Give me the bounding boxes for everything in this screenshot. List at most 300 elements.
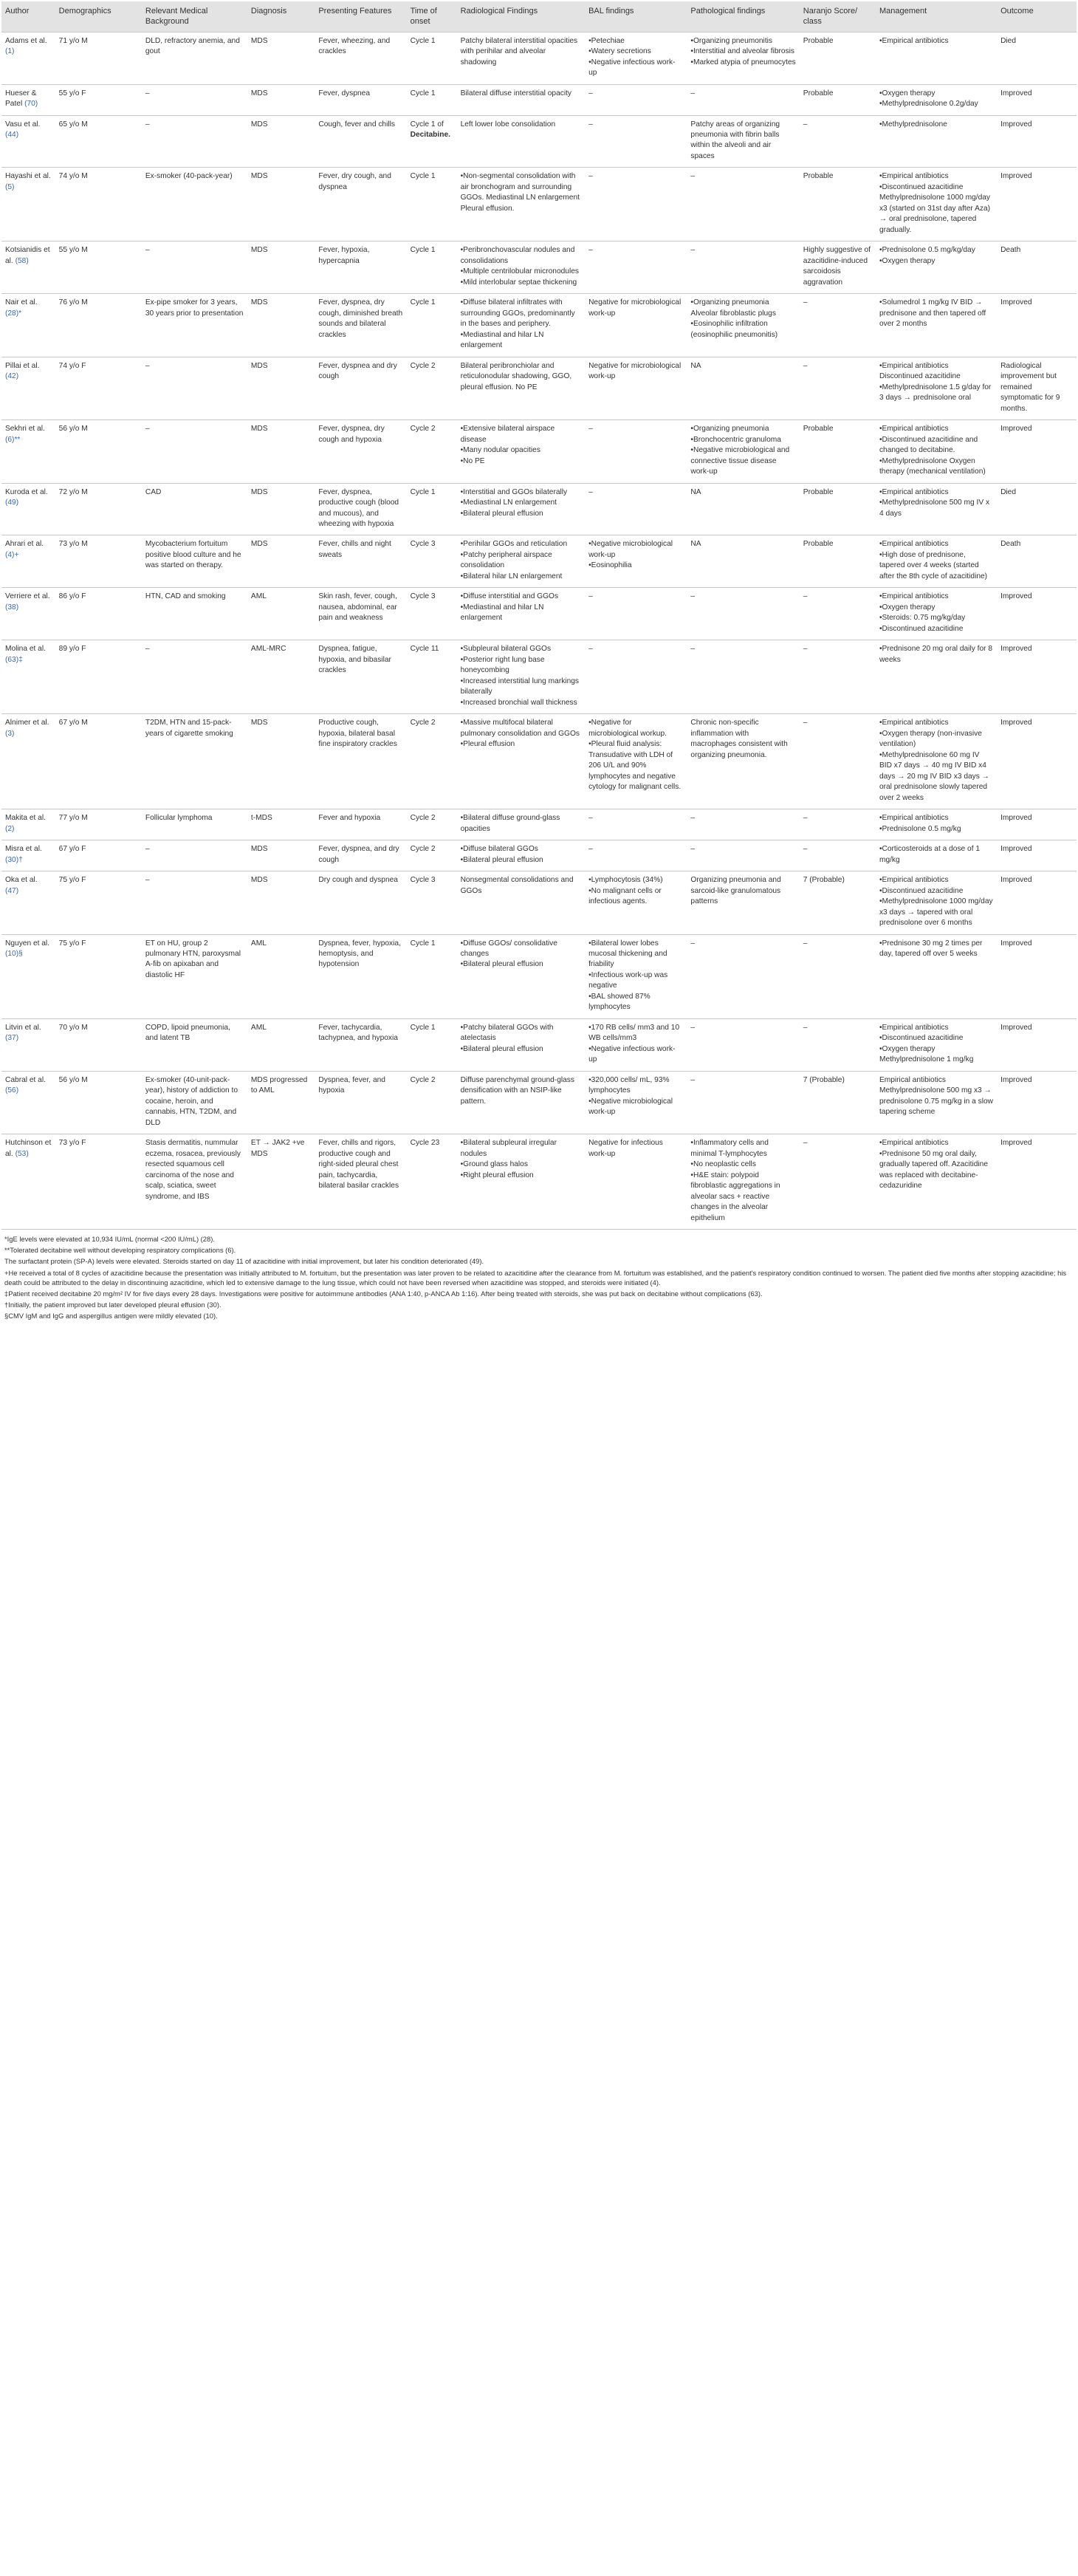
table-row xyxy=(1,809,1077,840)
radiological-cell: •Perihilar GGOs and reticulation •Patchy peripheral airspace consolidation •Bilateral hilar LN enlargement xyxy=(457,535,586,588)
features-cell: Fever, hypoxia, hypercapnia xyxy=(315,242,406,294)
onset-cell: Cycle 2 xyxy=(407,840,457,871)
header-radiological: Radiological Findings xyxy=(457,1,586,32)
bal-cell: •320,000 cells/ mL, 93% lymphocytes •Negative microbiological work-up xyxy=(585,1071,687,1134)
pathological-cell: – xyxy=(687,1018,799,1071)
case-table xyxy=(1,1,1077,1229)
naranjo-cell: Probable xyxy=(800,168,876,242)
outcome-cell: Improved xyxy=(997,809,1077,840)
author-cell xyxy=(1,294,55,357)
radiological-cell: Bilateral diffuse interstitial opacity xyxy=(457,84,586,115)
outcome-cell: Improved xyxy=(997,588,1077,640)
author-cell xyxy=(1,32,55,84)
features-cell: Fever, tachycardia, tachypnea, and hypoxia xyxy=(315,1018,406,1071)
author-cell xyxy=(1,242,55,294)
demographics-cell: 56 y/o M xyxy=(55,420,142,483)
reference-link[interactable]: (37) xyxy=(5,1034,19,1043)
pathological-cell: •Inflammatory cells and minimal T-lymphocytes •No neoplastic cells •H&E stain: polypoid fibroblastic aggregations in alveolar sacs + reactive changes in the alveolar epithelium xyxy=(687,1134,799,1229)
pathological-cell: •Organizing pneumonia Alveolar fibroblastic plugs •Eosinophilic infiltration (eosinophilic pneumonitis) xyxy=(687,294,799,357)
diagnosis-cell: MDS xyxy=(247,871,315,934)
background-cell: – xyxy=(142,84,247,115)
naranjo-cell: – xyxy=(800,1134,876,1229)
radiological-cell: •Diffuse bilateral infiltrates with surrounding GGOs, predominantly in the bases and periphery. •Mediastinal and hilar LN enlargement xyxy=(457,294,586,357)
author-name: Hayashi et al. xyxy=(5,172,51,181)
demographics-cell: 89 y/o F xyxy=(55,640,142,714)
background-cell: – xyxy=(142,640,247,714)
diagnosis-cell: t-MDS xyxy=(247,809,315,840)
radiological-cell: Left lower lobe consolidation xyxy=(457,115,586,168)
pathological-cell: – xyxy=(687,934,799,1018)
background-cell: T2DM, HTN and 15-pack-years of cigarette smoking xyxy=(142,714,247,809)
background-cell: ET on HU, group 2 pulmonary HTN, paroxysmal A-fib on apixaban and diastolic HF xyxy=(142,934,247,1018)
author-name: Ahrari et al. xyxy=(5,540,44,549)
reference-link[interactable]: (30)† xyxy=(5,855,23,864)
features-cell: Fever, chills and rigors, productive cough and right-sided pleural chest pain, tachycardia, bilateral basilar crackles xyxy=(315,1134,406,1229)
table-row xyxy=(1,168,1077,242)
pathological-cell: – xyxy=(687,84,799,115)
demographics-cell: 55 y/o F xyxy=(55,84,142,115)
onset-cell: Cycle 1 xyxy=(407,294,457,357)
author-name: Nair et al. xyxy=(5,298,38,307)
footnote: ‡Patient received decitabine 20 mg/m² IV for five days every 28 days. Investigations were positive for autoimmune antibodies (ANA 1:40, p-ANCA Ab 1:16). After being treated with steroids, she was put back on decitabine without complications (63). xyxy=(4,1289,763,1298)
radiological-cell: •Interstitial and GGOs bilaterally •Mediastinal LN enlargement •Bilateral pleural effusion xyxy=(457,483,586,535)
pathological-cell: – xyxy=(687,242,799,294)
background-cell: Follicular lymphoma xyxy=(142,809,247,840)
bal-cell: Negative for microbiological work-up xyxy=(585,357,687,419)
features-cell: Productive cough, hypoxia, bilateral basal fine inspiratory crackles xyxy=(315,714,406,809)
table-header-row xyxy=(1,1,1077,32)
table-row xyxy=(1,714,1077,809)
background-cell: HTN, CAD and smoking xyxy=(142,588,247,640)
management-cell: •Solumedrol 1 mg/kg IV BID → prednisone and then tapered off over 2 months xyxy=(876,294,997,357)
header-management: Management xyxy=(876,1,997,32)
author-name: Molina et al. xyxy=(5,645,46,654)
radiological-cell: •Bilateral diffuse ground-glass opacities xyxy=(457,809,586,840)
outcome-cell: Radiological improvement but remained symptomatic for 9 months. xyxy=(997,357,1077,419)
pathological-cell: – xyxy=(687,1071,799,1134)
onset-cell: Cycle 1 xyxy=(407,168,457,242)
outcome-cell: Died xyxy=(997,483,1077,535)
table-row xyxy=(1,1134,1077,1229)
onset-cell: Cycle 3 xyxy=(407,588,457,640)
background-cell: CAD xyxy=(142,483,247,535)
reference-link[interactable]: (28)* xyxy=(5,309,22,318)
management-cell: •Empirical antibiotics Discontinued azacitidine •Methylprednisolone 1.5 g/day for 3 days → prednisolone oral xyxy=(876,357,997,419)
demographics-cell: 75 y/o F xyxy=(55,871,142,934)
naranjo-cell: – xyxy=(800,357,876,419)
table-page xyxy=(1,1,1077,1320)
pathological-cell: NA xyxy=(687,483,799,535)
demographics-cell: 76 y/o M xyxy=(55,294,142,357)
radiological-cell: •Patchy bilateral GGOs with atelectasis •Bilateral pleural effusion xyxy=(457,1018,586,1071)
management-cell: •Methylprednisolone xyxy=(876,115,997,168)
bal-cell: – xyxy=(585,84,687,115)
management-cell: •Empirical antibiotics •Methylprednisolone 500 mg IV x 4 days xyxy=(876,483,997,535)
diagnosis-cell: MDS xyxy=(247,483,315,535)
reference-link[interactable]: (1) xyxy=(5,47,15,56)
footnotes xyxy=(1,1229,1077,1320)
pathological-cell: Chronic non-specific inflammation with macrophages consistent with organizing pneumonia. xyxy=(687,714,799,809)
header-background: Relevant Medical Background xyxy=(142,1,247,32)
demographics-cell: 73 y/o F xyxy=(55,1134,142,1229)
background-cell: COPD, lipoid pneumonia, and latent TB xyxy=(142,1018,247,1071)
radiological-cell: •Extensive bilateral airspace disease •Many nodular opacities •No PE xyxy=(457,420,586,483)
bal-cell: – xyxy=(585,588,687,640)
management-cell: •Empirical antibiotics •Discontinued azacitidine and changed to decitabine. •Methylprednisolone Oxygen therapy (mechanical ventilation) xyxy=(876,420,997,483)
bal-cell: Negative for infectious work-up xyxy=(585,1134,687,1229)
pathological-cell: NA xyxy=(687,357,799,419)
table-row xyxy=(1,420,1077,483)
pathological-cell: – xyxy=(687,809,799,840)
author-name: Alnimer et al. xyxy=(5,719,49,727)
diagnosis-cell: MDS xyxy=(247,294,315,357)
table-row xyxy=(1,588,1077,640)
diagnosis-cell: MDS xyxy=(247,714,315,809)
pathological-cell: NA xyxy=(687,535,799,588)
author-name: Misra et al. xyxy=(5,845,42,854)
radiological-cell: Bilateral peribronchiolar and reticulonodular shadowing, GGO, pleural effusion. No PE xyxy=(457,357,586,419)
radiological-cell: Nonsegmental consolidations and GGOs xyxy=(457,871,586,934)
background-cell: – xyxy=(142,357,247,419)
reference-link[interactable]: (10)§ xyxy=(5,949,23,958)
naranjo-cell: Probable xyxy=(800,84,876,115)
features-cell: Fever, wheezing, and crackles xyxy=(315,32,406,84)
bal-cell: •Petechiae •Watery secretions •Negative infectious work-up xyxy=(585,32,687,84)
author-cell xyxy=(1,840,55,871)
header-pathological: Pathological findings xyxy=(687,1,799,32)
outcome-cell: Improved xyxy=(997,640,1077,714)
bal-cell: – xyxy=(585,809,687,840)
bal-cell: •Bilateral lower lobes mucosal thickening and friability •Infectious work-up was negative •BAL showed 87% lymphocytes xyxy=(585,934,687,1018)
demographics-cell: 86 y/o F xyxy=(55,588,142,640)
author-name: Cabral et al. xyxy=(5,1075,46,1084)
author-cell xyxy=(1,168,55,242)
author-name: Kuroda et al. xyxy=(5,487,48,496)
features-cell: Dry cough and dyspnea xyxy=(315,871,406,934)
background-cell: – xyxy=(142,242,247,294)
naranjo-cell: Highly suggestive of azacitidine-induced sarcoidosis aggravation xyxy=(800,242,876,294)
onset-cell: Cycle 2 xyxy=(407,809,457,840)
reference-link[interactable]: (47) xyxy=(5,886,19,895)
table-row xyxy=(1,1018,1077,1071)
naranjo-cell: – xyxy=(800,809,876,840)
naranjo-cell: – xyxy=(800,640,876,714)
diagnosis-cell: AML xyxy=(247,934,315,1018)
pathological-cell: – xyxy=(687,840,799,871)
author-name: Makita et al. xyxy=(5,814,46,823)
naranjo-cell: – xyxy=(800,934,876,1018)
diagnosis-cell: MDS xyxy=(247,535,315,588)
outcome-cell: Improved xyxy=(997,1018,1077,1071)
management-cell: •Prednisone 20 mg oral daily for 8 weeks xyxy=(876,640,997,714)
demographics-cell: 55 y/o M xyxy=(55,242,142,294)
features-cell: Dyspnea, fever, hypoxia, hemoptysis, and hypotension xyxy=(315,934,406,1018)
outcome-cell: Improved xyxy=(997,714,1077,809)
header-outcome: Outcome xyxy=(997,1,1077,32)
bal-cell: – xyxy=(585,840,687,871)
reference-link[interactable]: (4)+ xyxy=(5,550,19,559)
naranjo-cell: Probable xyxy=(800,420,876,483)
author-cell xyxy=(1,809,55,840)
background-cell: DLD, refractory anemia, and gout xyxy=(142,32,247,84)
naranjo-cell: – xyxy=(800,714,876,809)
demographics-cell: 74 y/o F xyxy=(55,357,142,419)
demographics-cell: 74 y/o M xyxy=(55,168,142,242)
header-naranjo: Naranjo Score/ class xyxy=(800,1,876,32)
onset-cell: Cycle 2 xyxy=(407,420,457,483)
bal-cell: •Negative microbiological work-up •Eosinophilia xyxy=(585,535,687,588)
reference-link[interactable]: (53) xyxy=(15,1149,29,1158)
outcome-cell: Death xyxy=(997,242,1077,294)
features-cell: Skin rash, fever, cough, nausea, abdominal, ear pain and weakness xyxy=(315,588,406,640)
diagnosis-cell: AML xyxy=(247,1018,315,1071)
table-row xyxy=(1,934,1077,1018)
author-cell xyxy=(1,357,55,419)
onset-cell: Cycle 1 xyxy=(407,242,457,294)
author-name: Nguyen et al. xyxy=(5,939,50,948)
features-cell: Fever, dyspnea xyxy=(315,84,406,115)
diagnosis-cell: MDS xyxy=(247,357,315,419)
header-demographics: Demographics xyxy=(55,1,142,32)
author-cell xyxy=(1,1071,55,1134)
outcome-cell: Death xyxy=(997,535,1077,588)
header-bal: BAL findings xyxy=(585,1,687,32)
onset-cell: Cycle 2 xyxy=(407,357,457,419)
footnote: §CMV IgM and IgG and aspergillus antigen were mildly elevated (10). xyxy=(4,1312,218,1320)
table-row xyxy=(1,294,1077,357)
management-cell: •Corticosteroids at a dose of 1 mg/kg xyxy=(876,840,997,871)
radiological-cell: •Diffuse bilateral GGOs •Bilateral pleural effusion xyxy=(457,840,586,871)
background-cell: Mycobacterium fortuitum positive blood culture and he was started on therapy. xyxy=(142,535,247,588)
naranjo-cell: – xyxy=(800,115,876,168)
background-cell: – xyxy=(142,840,247,871)
radiological-cell: Patchy bilateral interstitial opacities with perihilar and alveolar shadowing xyxy=(457,32,586,84)
author-name: Hutchinson et al. xyxy=(5,1139,52,1158)
management-cell: Empirical antibiotics Methylprednisolone 500 mg x3 → prednisolone 0.75 mg/kg in a slow tapering scheme xyxy=(876,1071,997,1134)
onset-cell: Cycle 1 xyxy=(407,934,457,1018)
table-row xyxy=(1,871,1077,934)
demographics-cell: 73 y/o M xyxy=(55,535,142,588)
author-name: Vasu et al. xyxy=(5,120,41,129)
bal-cell: •170 RB cells/ mm3 and 10 WB cells/mm3 •Negative infectious work-up xyxy=(585,1018,687,1071)
management-cell: •Empirical antibiotics •Prednisone 50 mg oral daily, gradually tapered off. Azacitidine was replaced with decitabine-cedazuridine xyxy=(876,1134,997,1229)
outcome-cell: Improved xyxy=(997,168,1077,242)
footnote: †Initially, the patient improved but later developed pleural effusion (30). xyxy=(4,1301,222,1309)
outcome-cell: Improved xyxy=(997,1134,1077,1229)
onset-cell: Cycle 1 of Decitabine. xyxy=(407,115,457,168)
footnote: The surfactant protein (SP-A) levels were elevated. Steroids started on day 11 of azacitidine with initial improvement, but later his condition deteriorated (49). xyxy=(4,1257,484,1266)
management-cell: •Empirical antibiotics •Oxygen therapy (non-invasive ventilation) •Methylprednisolone 60 mg IV BID x7 days → 40 mg IV BID x4 days → 20 mg IV BID x3 days → oral prednisolone slowly tapered over 2 weeks xyxy=(876,714,997,809)
author-cell xyxy=(1,640,55,714)
management-cell: •Oxygen therapy •Methylprednisolone 0.2g/day xyxy=(876,84,997,115)
author-name: Adams et al. xyxy=(5,36,47,45)
reference-link[interactable]: (6)** xyxy=(5,435,21,444)
naranjo-cell: 7 (Probable) xyxy=(800,1071,876,1134)
bal-cell: – xyxy=(585,483,687,535)
diagnosis-cell: MDS progressed to AML xyxy=(247,1071,315,1134)
reference-link[interactable]: (70) xyxy=(24,100,38,109)
footnote: *IgE levels were elevated at 10,934 IU/mL (normal <200 IU/mL) (28). xyxy=(4,1235,215,1244)
naranjo-cell: Probable xyxy=(800,535,876,588)
onset-cell: Cycle 3 xyxy=(407,871,457,934)
author-cell xyxy=(1,714,55,809)
author-name: Pillai et al. xyxy=(5,361,40,370)
management-cell: •Empirical antibiotics •Discontinued azacitidine •Oxygen therapy Methylprednisolone 1 mg/kg xyxy=(876,1018,997,1071)
naranjo-cell: – xyxy=(800,588,876,640)
onset-cell: Cycle 1 xyxy=(407,483,457,535)
author-cell xyxy=(1,871,55,934)
management-cell: •Empirical antibiotics •Prednisolone 0.5 mg/kg xyxy=(876,809,997,840)
demographics-cell: 77 y/o M xyxy=(55,809,142,840)
bal-cell: – xyxy=(585,168,687,242)
background-cell: – xyxy=(142,115,247,168)
naranjo-cell: Probable xyxy=(800,483,876,535)
radiological-cell: •Massive multifocal bilateral pulmonary consolidation and GGOs •Pleural effusion xyxy=(457,714,586,809)
demographics-cell: 56 y/o M xyxy=(55,1071,142,1134)
naranjo-cell: – xyxy=(800,840,876,871)
background-cell: Stasis dermatitis, nummular eczema, rosacea, previously resected squamous cell carcinoma of the nose and scalp, sciatica, sweet syndrome, and IBS xyxy=(142,1134,247,1229)
outcome-cell: Improved xyxy=(997,934,1077,1018)
management-cell: •Empirical antibiotics •Discontinued azacitidine Methylprednisolone 1000 mg/day x3 (started on 31st day after Aza) → oral prednisolone, tapered gradually. xyxy=(876,168,997,242)
features-cell: Dyspnea, fatigue, hypoxia, and bibasilar crackles xyxy=(315,640,406,714)
diagnosis-cell: MDS xyxy=(247,420,315,483)
management-cell: •Empirical antibiotics xyxy=(876,32,997,84)
outcome-cell: Improved xyxy=(997,294,1077,357)
management-cell: •Empirical antibiotics •High dose of prednisone, tapered over 4 weeks (started after the 8th cycle of azacitidine) xyxy=(876,535,997,588)
background-cell: – xyxy=(142,871,247,934)
table-row xyxy=(1,84,1077,115)
outcome-cell: Improved xyxy=(997,420,1077,483)
diagnosis-cell: MDS xyxy=(247,840,315,871)
bal-cell: – xyxy=(585,420,687,483)
outcome-cell: Improved xyxy=(997,840,1077,871)
bal-cell: – xyxy=(585,640,687,714)
onset-cell: Cycle 11 xyxy=(407,640,457,714)
diagnosis-cell: MDS xyxy=(247,168,315,242)
pathological-cell: •Organizing pneumonitis •Interstitial and alveolar fibrosis •Marked atypia of pneumocytes xyxy=(687,32,799,84)
features-cell: Fever, dyspnea, dry cough and hypoxia xyxy=(315,420,406,483)
outcome-cell: Died xyxy=(997,32,1077,84)
table-row xyxy=(1,840,1077,871)
naranjo-cell: – xyxy=(800,1018,876,1071)
radiological-cell: •Bilateral subpleural irregular nodules •Ground glass halos •Right pleural effusion xyxy=(457,1134,586,1229)
pathological-cell: – xyxy=(687,588,799,640)
reference-link[interactable]: (58) xyxy=(15,256,29,265)
outcome-cell: Improved xyxy=(997,871,1077,934)
demographics-cell: 67 y/o F xyxy=(55,840,142,871)
diagnosis-cell: MDS xyxy=(247,32,315,84)
reference-link[interactable]: (63)‡ xyxy=(5,655,23,664)
table-body xyxy=(1,32,1077,1229)
author-name: Litvin et al. xyxy=(5,1023,41,1032)
management-cell: •Empirical antibiotics •Oxygen therapy •Steroids: 0.75 mg/kg/day •Discontinued azacitidine xyxy=(876,588,997,640)
header-features: Presenting Features xyxy=(315,1,406,32)
naranjo-cell: – xyxy=(800,294,876,357)
author-name: Kotsianidis et al. xyxy=(5,246,50,265)
footnote: **Tolerated decitabine well without developing respiratory complications (6). xyxy=(4,1246,236,1255)
author-name: Verriere et al. xyxy=(5,592,50,601)
diagnosis-cell: MDS xyxy=(247,84,315,115)
management-cell: •Prednisolone 0.5 mg/kg/day •Oxygen therapy xyxy=(876,242,997,294)
features-cell: Fever, dyspnea and dry cough xyxy=(315,357,406,419)
author-cell xyxy=(1,934,55,1018)
bal-cell: Negative for microbiological work-up xyxy=(585,294,687,357)
author-cell xyxy=(1,84,55,115)
header-diagnosis: Diagnosis xyxy=(247,1,315,32)
features-cell: Fever, dyspnea, dry cough, diminished breath sounds and bilateral crackles xyxy=(315,294,406,357)
reference-link[interactable]: (3) xyxy=(5,729,15,738)
onset-drug-emphasis: Decitabine. xyxy=(410,130,450,139)
reference-link[interactable]: (38) xyxy=(5,603,19,612)
author-cell xyxy=(1,483,55,535)
outcome-cell: Improved xyxy=(997,84,1077,115)
table-row xyxy=(1,640,1077,714)
diagnosis-cell: MDS xyxy=(247,242,315,294)
diagnosis-cell: MDS xyxy=(247,115,315,168)
management-cell: •Prednisone 30 mg 2 times per day, tapered off over 5 weeks xyxy=(876,934,997,1018)
reference-link[interactable]: (5) xyxy=(5,182,15,191)
bal-cell: – xyxy=(585,242,687,294)
radiological-cell: •Subpleural bilateral GGOs •Posterior right lung base honeycombing •Increased interstitial lung markings bilaterally •Increased bronchial wall thickness xyxy=(457,640,586,714)
radiological-cell: •Non-segmental consolidation with air bronchogram and surrounding GGOs. Mediastinal LN enlargement Pleural effusion. xyxy=(457,168,586,242)
onset-cell: Cycle 2 xyxy=(407,1071,457,1134)
author-cell xyxy=(1,588,55,640)
pathological-cell: Patchy areas of organizing pneumonia with fibrin balls within the alveoli and air spaces xyxy=(687,115,799,168)
features-cell: Fever, dry cough, and dyspnea xyxy=(315,168,406,242)
reference-link[interactable]: (49) xyxy=(5,499,19,507)
naranjo-cell: Probable xyxy=(800,32,876,84)
author-name: Sekhri et al. xyxy=(5,425,45,434)
features-cell: Cough, fever and chills xyxy=(315,115,406,168)
features-cell: Fever, chills and night sweats xyxy=(315,535,406,588)
footnote: +He received a total of 8 cycles of azacitidine because the presentation was initially attributed to M. fortuitum, but the presentation was later proven to be related to azacitidine after the clearance from M. fortuitum was established, and the patient's respiratory condition continued to worsen. The patient died five months after stopping azacitidine; his death could be attributed to the delay in discontinuing azacitidine, which led to extensive damage to the lung tissue, which could not have been reversed when azacitidine was stopped, and steroids were initiated (4). xyxy=(4,1268,1067,1287)
demographics-cell: 65 y/o M xyxy=(55,115,142,168)
onset-cell: Cycle 1 xyxy=(407,1018,457,1071)
bal-cell: •Negative for microbiological workup. •Pleural fluid analysis: Transudative with LDH of 206 U/L and 90% lymphocytes and negative cytology for malignant cells. xyxy=(585,714,687,809)
reference-link[interactable]: (56) xyxy=(5,1086,19,1095)
onset-cell: Cycle 3 xyxy=(407,535,457,588)
author-cell xyxy=(1,115,55,168)
reference-link[interactable]: (44) xyxy=(5,130,19,139)
demographics-cell: 72 y/o M xyxy=(55,483,142,535)
radiological-cell: •Diffuse interstitial and GGOs •Mediastinal and hilar LN enlargement xyxy=(457,588,586,640)
table-row xyxy=(1,242,1077,294)
radiological-cell: Diffuse parenchymal ground-glass densification with an NSIP-like pattern. xyxy=(457,1071,586,1134)
features-cell: Fever, dyspnea, and dry cough xyxy=(315,840,406,871)
management-cell: •Empirical antibiotics •Discontinued azacitidine •Methylprednisolone 1000 mg/day x3 days → tapered with oral prednisolone over 6 months xyxy=(876,871,997,934)
demographics-cell: 75 y/o F xyxy=(55,934,142,1018)
pathological-cell: •Organizing pneumonia •Bronchocentric granuloma •Negative microbiological and connective tissue disease work-up xyxy=(687,420,799,483)
demographics-cell: 70 y/o M xyxy=(55,1018,142,1071)
reference-link[interactable]: (42) xyxy=(5,372,19,381)
pathological-cell: – xyxy=(687,640,799,714)
header-onset: Time of onset xyxy=(407,1,457,32)
background-cell: Ex-smoker (40-pack-year) xyxy=(142,168,247,242)
onset-cell: Cycle 1 xyxy=(407,84,457,115)
table-row xyxy=(1,115,1077,168)
table-row xyxy=(1,357,1077,419)
radiological-cell: •Peribronchovascular nodules and consolidations •Multiple centrilobular micronodules •Mild interlobular septae thickening xyxy=(457,242,586,294)
reference-link[interactable]: (2) xyxy=(5,824,15,833)
onset-cell: Cycle 2 xyxy=(407,714,457,809)
onset-cell: Cycle 23 xyxy=(407,1134,457,1229)
table-row xyxy=(1,32,1077,84)
author-cell xyxy=(1,1134,55,1229)
pathological-cell: – xyxy=(687,168,799,242)
naranjo-cell: 7 (Probable) xyxy=(800,871,876,934)
diagnosis-cell: ET → JAK2 +ve MDS xyxy=(247,1134,315,1229)
table-row xyxy=(1,535,1077,588)
